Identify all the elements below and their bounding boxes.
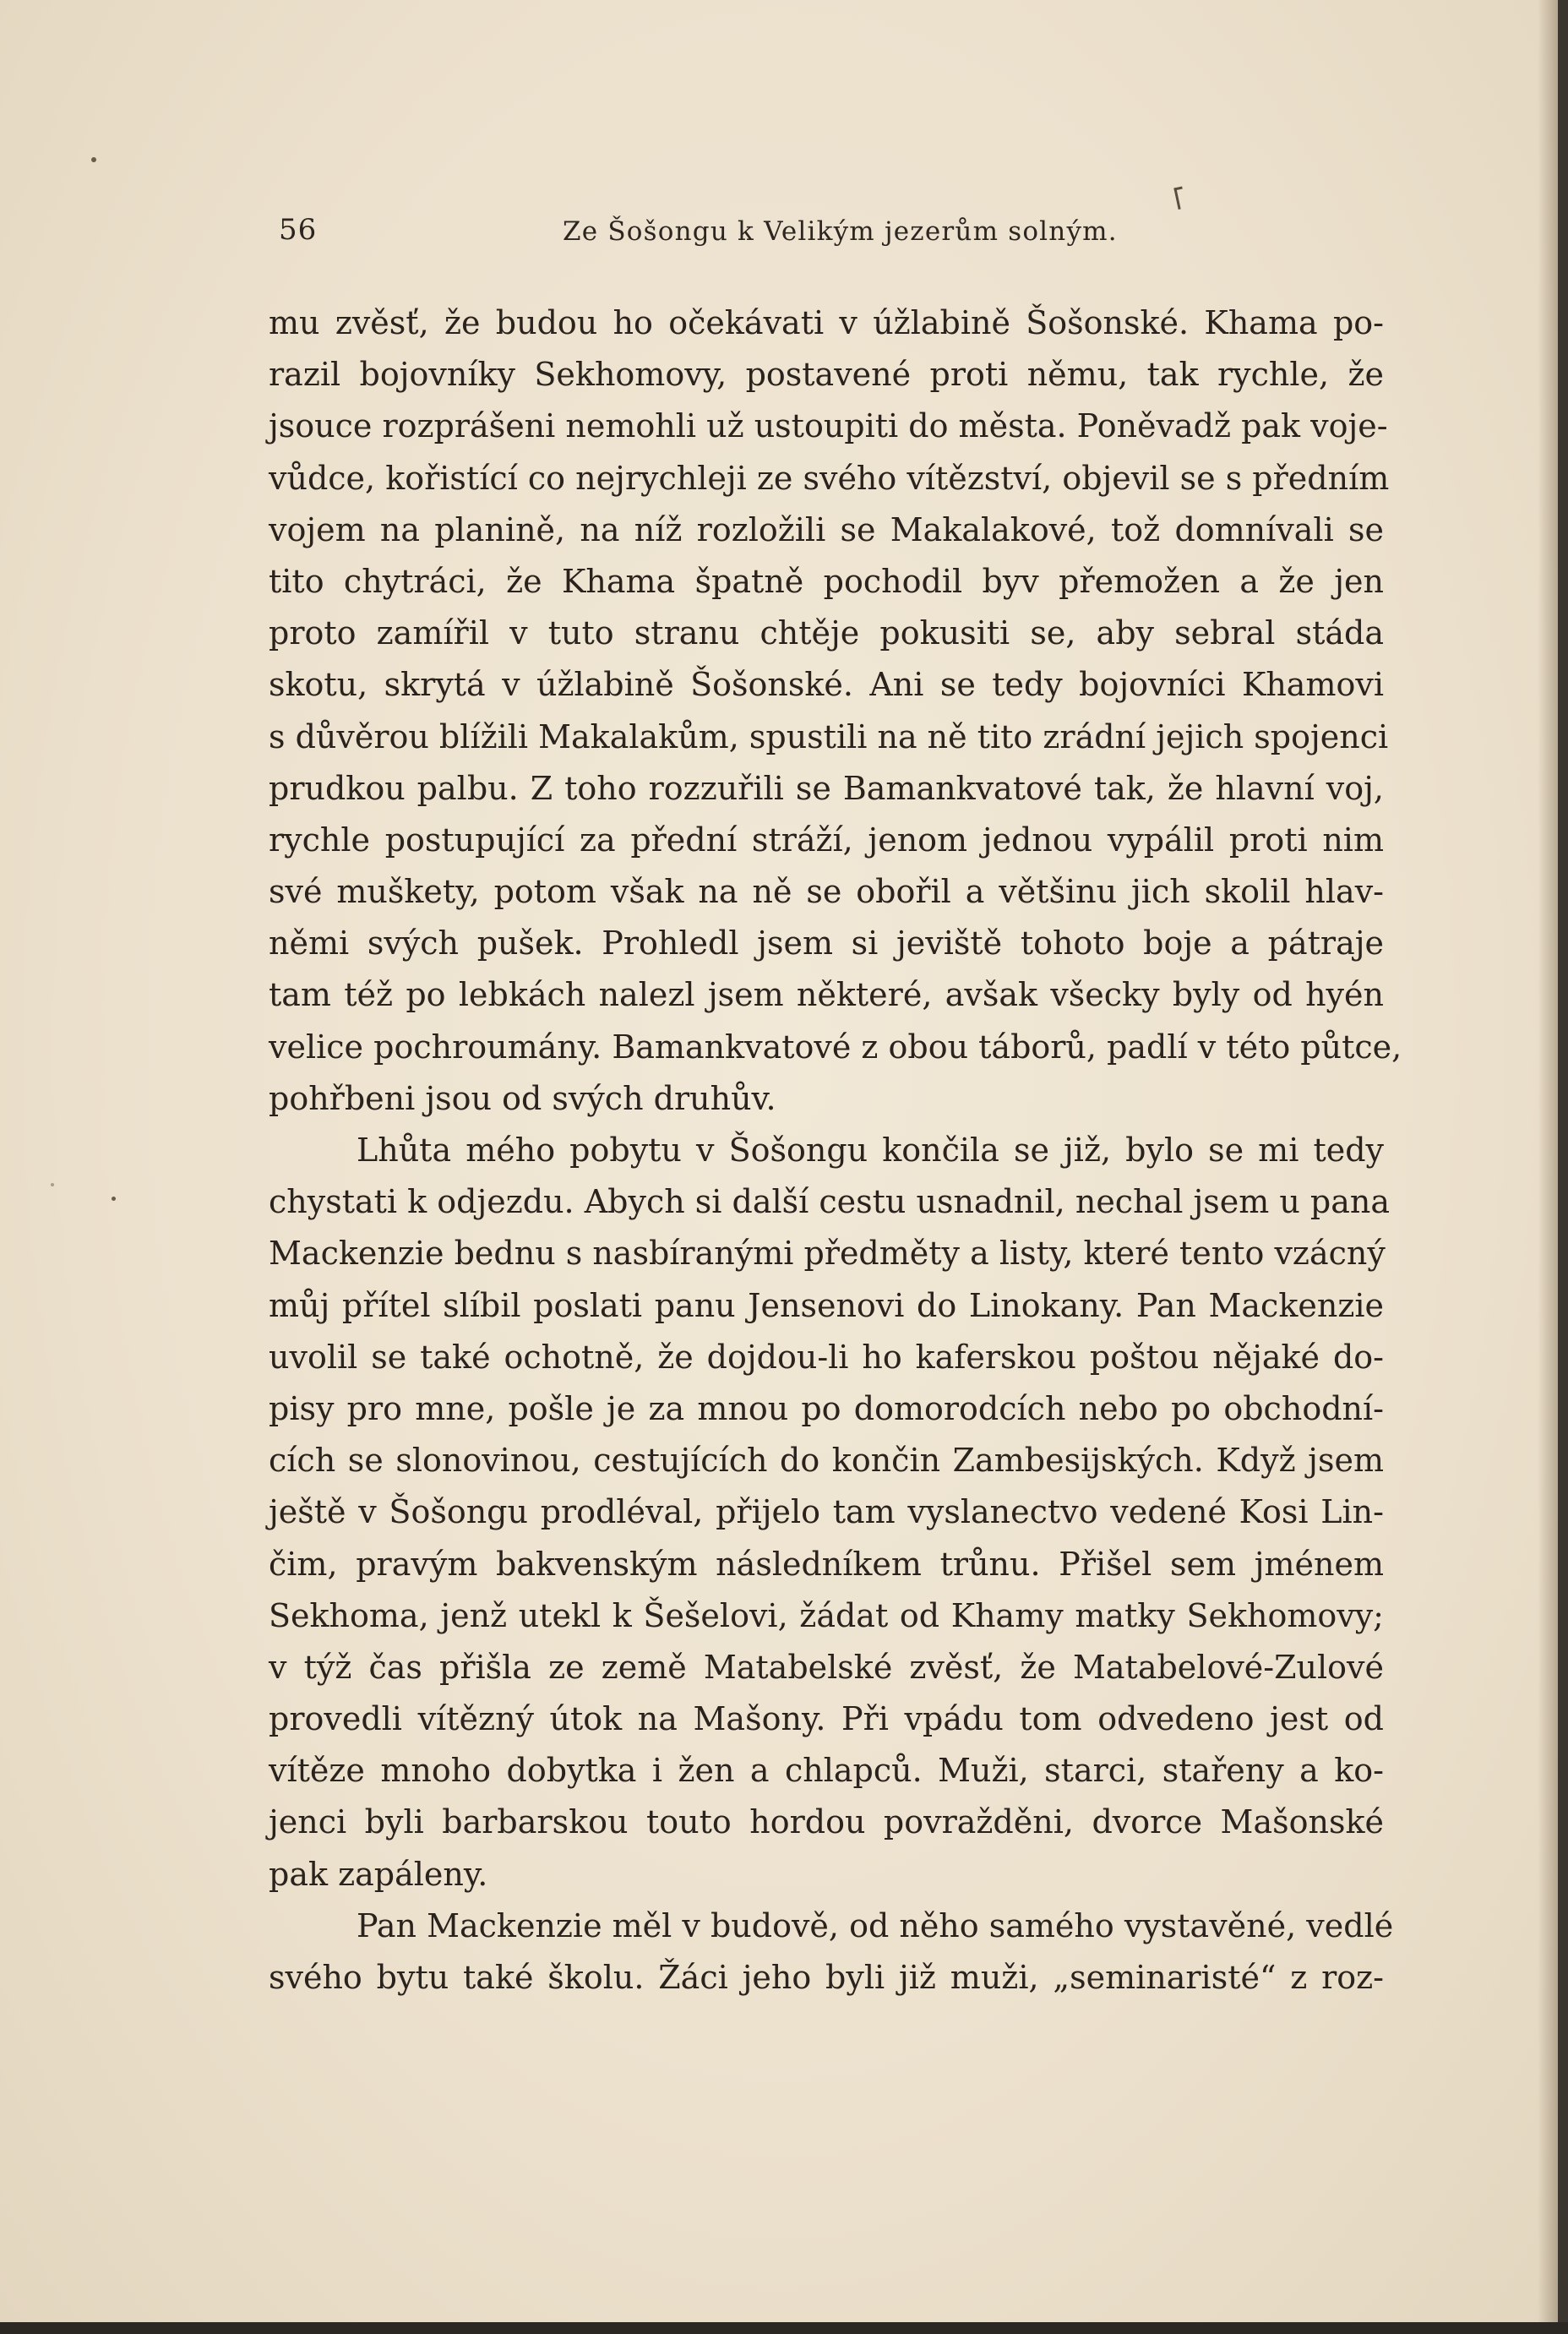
- text-line: pisy pro mne, pošle je za mnou po domorodcích nebo po obchodní-: [269, 1389, 1384, 1427]
- text-line: svého bytu také školu. Žáci jeho byli již muži, „seminaristé“ z roz-: [269, 1959, 1384, 1996]
- book-edge-right: [1558, 0, 1568, 2334]
- paper-speck: [51, 1183, 54, 1186]
- text-line: vojem na planině, na níž rozložili se Makalakové, tož domnívali se: [269, 510, 1384, 548]
- text-line: s důvěrou blížili Makalakům, spustili na ně tito zrádní jejich spojenci: [269, 717, 1389, 755]
- text-line: ještě v Šošongu prodléval, přijelo tam vyslanectvo vedené Kosi Lin-: [269, 1493, 1384, 1531]
- page-header: [279, 213, 1124, 255]
- text-line: proto zamířil v tuto stranu chtěje pokusiti se, aby sebral stáda: [269, 614, 1384, 652]
- text-line: můj přítel slíbil poslati panu Jensenovi do Linokany. Pan Mackenzie: [269, 1286, 1384, 1324]
- text-line: razil bojovníky Sekhomovy, postavené proti němu, tak rychle, že: [269, 356, 1384, 394]
- text-line: své muškety, potom však na ně se obořil a většinu jich skolil hlav-: [269, 873, 1384, 911]
- text-line: prudkou palbu. Z toho rozzuřili se Bamankvatové tak, že hlavní voj,: [269, 769, 1384, 807]
- text-line: cích se slonovinou, cestujících do končin Zambesijských. Když jsem: [269, 1442, 1384, 1480]
- text-line: němi svých pušek. Prohledl jsem si jeviště tohoto boje a pátraje: [269, 924, 1384, 963]
- text-line: tam též po lebkách nalezl jsem některé, avšak všecky byly od hyén: [269, 976, 1384, 1014]
- body-text: [269, 297, 1402, 2004]
- text-line: vítěze mnoho dobytka i žen a chlapců. Muži, starci, stařeny a ko-: [269, 1752, 1384, 1790]
- page-edge-shadow: [1538, 0, 1558, 2322]
- text-line: velice pochroumány. Bamankvatové z obou táborů, padlí v této půtce,: [269, 1028, 1402, 1066]
- text-line: chystati k odjezdu. Abych si další cestu usnadnil, nechal jsem u pana: [269, 1183, 1390, 1221]
- running-head: Ze Šošongu k Velikým jezerům solným.: [563, 216, 1118, 247]
- text-line: čim, pravým bakvenským následníkem trůnu. Přišel sem jménem: [269, 1545, 1384, 1583]
- paper-speck: [112, 1197, 116, 1201]
- stray-ink-mark: [1173, 188, 1180, 210]
- text-line: jenci byli barbarskou touto hordou povražděni, dvorce Mašonské: [269, 1803, 1384, 1841]
- text-line: rychle postupující za přední stráží, jenom jednou vypálil proti nim: [269, 821, 1384, 859]
- page-number: 56: [279, 213, 318, 247]
- text-line: Sekhoma, jenž utekl k Šešelovi, žádat od Khamy matky Sekhomovy;: [269, 1596, 1384, 1634]
- paper-speck: [91, 157, 96, 162]
- text-line: uvolil se také ochotně, že dojdou-li ho kaferskou poštou nějaké do-: [269, 1338, 1384, 1376]
- text-line: pohřbeni jsou od svých druhův.: [269, 1079, 776, 1117]
- text-line: tito chytráci, že Khama špatně pochodil byv přemožen a že jen: [269, 562, 1384, 600]
- text-line: provedli vítězný útok na Mašony. Při vpádu tom odvedeno jest od: [269, 1700, 1384, 1738]
- book-edge-bottom: [0, 2322, 1568, 2334]
- text-line: pak zapáleny.: [269, 1855, 488, 1893]
- text-line: jsouce rozprášeni nemohli už ustoupiti do města. Poněvadž pak voje-: [269, 407, 1388, 445]
- text-line: v týž čas přišla ze země Matabelské zvěsť, že Matabelové-Zulové: [269, 1648, 1384, 1686]
- text-line: vůdce, kořistící co nejrychleji ze svého vítězství, objevil se s předním: [269, 459, 1390, 497]
- text-line: Mackenzie bednu s nasbíranými předměty a listy, které tento vzácný: [269, 1235, 1386, 1273]
- text-line: skotu, skrytá v úžlabině Šošonské. Ani se tedy bojovníci Khamovi: [269, 666, 1384, 704]
- text-line: Lhůta mého pobytu v Šošongu končila se již, bylo se mi tedy: [357, 1132, 1384, 1169]
- text-line: mu zvěsť, že budou ho očekávati v úžlabině Šošonské. Khama po-: [269, 304, 1384, 341]
- text-line: Pan Mackenzie měl v budově, od něho samého vystavěné, vedlé: [357, 1906, 1394, 1944]
